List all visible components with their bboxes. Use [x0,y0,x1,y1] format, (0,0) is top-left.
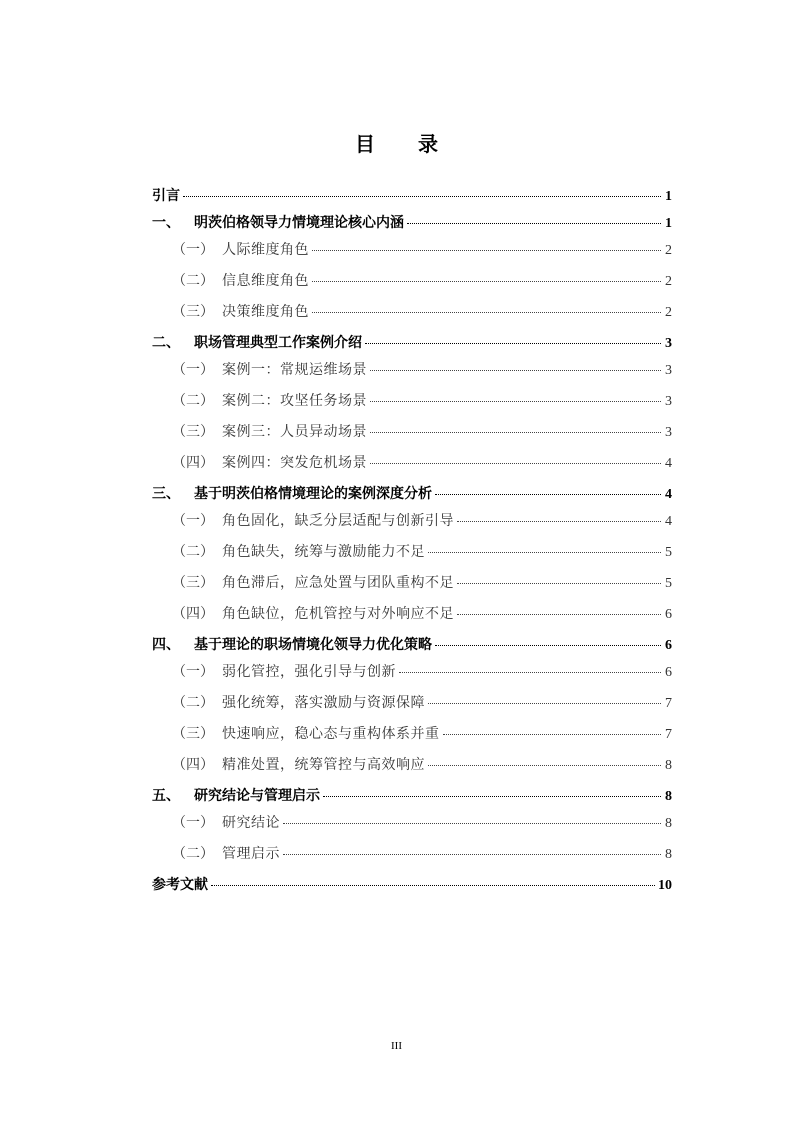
toc-entry[interactable] [152,332,672,359]
toc-entry-title: 强化统筹，落实激励与资源保障 [222,695,425,711]
dot-leader [283,854,661,855]
toc-entry-title: 弱化管控，强化引导与创新 [222,664,396,680]
toc-entry-page: 8 [665,816,672,831]
toc-entry-number: （二） [172,695,214,711]
toc-entry-page: 4 [665,487,672,502]
toc-entry-page: 5 [665,545,672,560]
dot-leader [428,703,661,704]
toc-entry-number: 三、 [152,486,180,502]
toc-entry-title: 角色固化，缺乏分层适配与创新引导 [222,513,454,529]
toc-entry-title: 案例一：常规运维场景 [222,362,367,378]
table-of-contents [152,185,672,901]
dot-leader [312,312,661,313]
toc-entry[interactable] [152,390,672,421]
toc-entry[interactable] [152,572,672,603]
toc-entry-number: （二） [172,544,214,560]
toc-entry-page: 8 [665,789,672,804]
toc-entry[interactable] [152,843,672,874]
toc-entry[interactable] [152,510,672,541]
toc-entry-title: 人际维度角色 [222,242,309,258]
toc-entry-title: 管理启示 [222,846,280,862]
dot-leader [365,343,661,344]
toc-entry[interactable] [152,874,672,901]
toc-entry-page: 3 [665,394,672,409]
toc-entry-number: （三） [172,575,214,591]
toc-entry[interactable] [152,185,672,212]
toc-entry-page: 3 [665,336,672,351]
toc-entry[interactable] [152,212,672,239]
page-number: III [391,1040,402,1052]
toc-entry-page: 2 [665,305,672,320]
dot-leader [211,885,655,886]
dot-leader [399,672,661,673]
toc-entry-number: （一） [172,513,214,529]
toc-entry[interactable] [152,661,672,692]
toc-entry-number: （一） [172,664,214,680]
toc-entry-title: 职场管理典型工作案例介绍 [194,335,362,351]
toc-entry[interactable] [152,634,672,661]
toc-entry[interactable] [152,692,672,723]
toc-entry-title: 明茨伯格领导力情境理论核心内涵 [194,215,404,231]
toc-entry-page: 10 [658,878,672,893]
toc-entry-page: 6 [665,607,672,622]
toc-entry-number: （一） [172,242,214,258]
toc-entry-title: 信息维度角色 [222,273,309,289]
toc-entry[interactable] [152,723,672,754]
toc-entry-page: 6 [665,665,672,680]
toc-entry-number: （四） [172,606,214,622]
dot-leader [428,765,661,766]
toc-entry-title: 角色滞后，应急处置与团队重构不足 [222,575,454,591]
dot-leader [457,583,661,584]
toc-title: 目 录 [355,132,456,156]
toc-entry-title: 研究结论 [222,815,280,831]
toc-entry-title: 参考文献 [152,877,208,893]
toc-entry[interactable] [152,785,672,812]
toc-entry[interactable] [152,239,672,270]
toc-entry-number: （三） [172,726,214,742]
dot-leader [370,370,661,371]
dot-leader [183,196,661,197]
toc-entry-title: 案例四：突发危机场景 [222,455,367,471]
toc-entry-title: 基于明茨伯格情境理论的案例深度分析 [194,486,432,502]
dot-leader [457,521,661,522]
dot-leader [323,796,661,797]
toc-entry-title: 引言 [152,188,180,204]
toc-entry-number: 五、 [152,788,180,804]
toc-entry-page: 3 [665,425,672,440]
toc-entry-page: 7 [665,696,672,711]
toc-entry-title: 基于理论的职场情境化领导力优化策略 [194,637,432,653]
toc-entry-number: 二、 [152,335,180,351]
toc-entry[interactable] [152,541,672,572]
toc-entry-page: 4 [665,456,672,471]
toc-entry-title: 案例三：人员异动场景 [222,424,367,440]
toc-entry-page: 6 [665,638,672,653]
dot-leader [428,552,661,553]
toc-entry-title: 快速响应，稳心态与重构体系并重 [222,726,440,742]
dot-leader [457,614,661,615]
toc-entry-title: 案例二：攻坚任务场景 [222,393,367,409]
toc-entry-number: 一、 [152,215,180,231]
toc-entry-number: （四） [172,757,214,773]
toc-entry-page: 1 [665,189,672,204]
toc-entry-page: 8 [665,758,672,773]
toc-entry[interactable] [152,270,672,301]
toc-entry[interactable] [152,812,672,843]
toc-entry-page: 5 [665,576,672,591]
toc-entry-page: 8 [665,847,672,862]
toc-entry[interactable] [152,301,672,332]
toc-entry-title: 决策维度角色 [222,304,309,320]
toc-entry-title: 研究结论与管理启示 [194,788,320,804]
dot-leader [407,223,661,224]
toc-entry-page: 3 [665,363,672,378]
toc-entry-number: （一） [172,362,214,378]
dot-leader [435,645,661,646]
toc-entry-number: （二） [172,273,214,289]
toc-entry[interactable] [152,754,672,785]
toc-entry-number: （二） [172,393,214,409]
toc-entry-page: 7 [665,727,672,742]
toc-entry[interactable] [152,359,672,390]
dot-leader [370,432,661,433]
toc-entry-number: 四、 [152,637,180,653]
dot-leader [370,401,661,402]
toc-entry[interactable] [152,452,672,483]
toc-entry-title: 精准处置，统筹管控与高效响应 [222,757,425,773]
toc-entry-number: （二） [172,846,214,862]
toc-entry-number: （一） [172,815,214,831]
toc-entry-page: 1 [665,216,672,231]
toc-entry[interactable] [152,421,672,452]
toc-entry-page: 4 [665,514,672,529]
toc-entry-title: 角色缺失，统筹与激励能力不足 [222,544,425,560]
dot-leader [283,823,661,824]
toc-entry[interactable] [152,603,672,634]
toc-entry-title: 角色缺位，危机管控与对外响应不足 [222,606,454,622]
dot-leader [443,734,662,735]
toc-entry-page: 2 [665,274,672,289]
toc-entry-number: （四） [172,455,214,471]
dot-leader [370,463,661,464]
toc-entry-number: （三） [172,304,214,320]
toc-entry[interactable] [152,483,672,510]
dot-leader [312,250,661,251]
dot-leader [312,281,661,282]
toc-entry-number: （三） [172,424,214,440]
dot-leader [435,494,661,495]
toc-entry-page: 2 [665,243,672,258]
